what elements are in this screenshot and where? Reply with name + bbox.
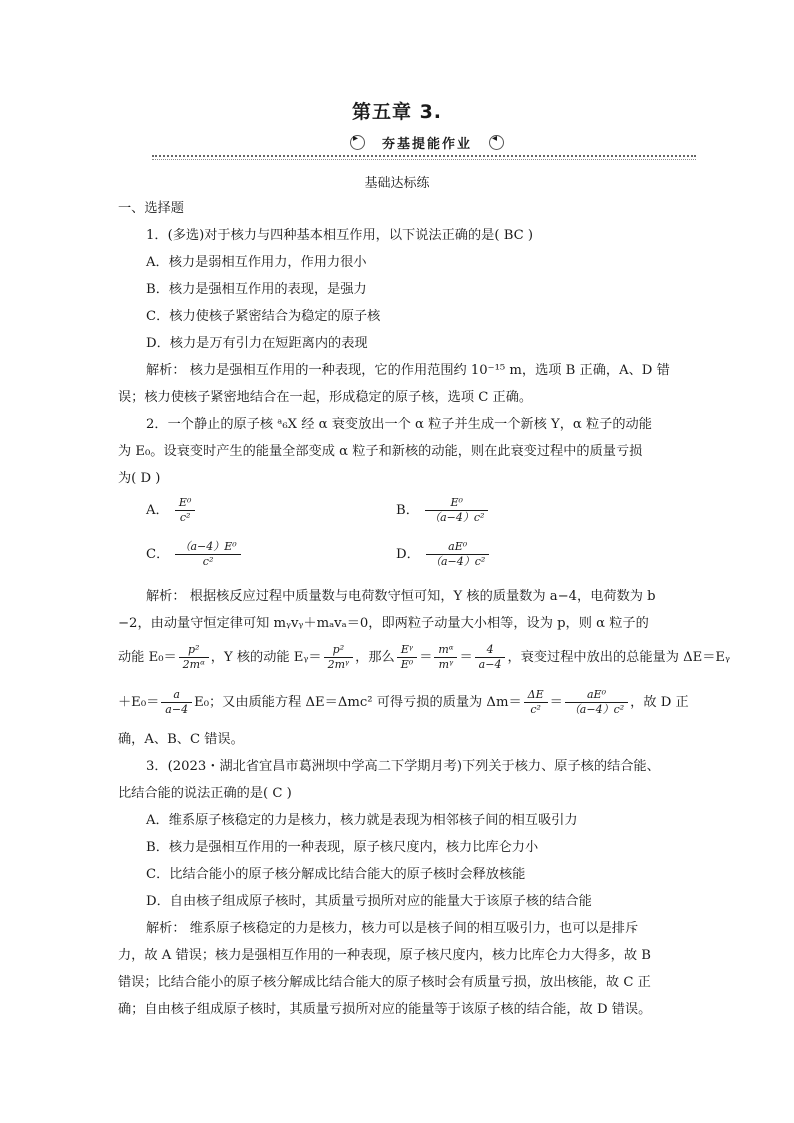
dotted-divider <box>152 155 696 157</box>
text-run: ＝ <box>419 650 433 665</box>
part-heading: 一、选择题 <box>118 201 184 216</box>
q3-answer-line3: 错误；比结合能小的原子核分解成比结合能大的原子核时会有质量亏损，放出核能，故 C 正 <box>118 975 651 990</box>
text-run: ＝ <box>549 695 563 710</box>
q2-stem-line3: 为( D ) <box>118 471 161 486</box>
text-run: ＋E₀＝ <box>118 695 160 710</box>
fraction-denominator: a−4 <box>165 703 189 716</box>
q1-option-d: D．核力是万有引力在短距离内的表现 <box>146 336 368 351</box>
q3-stem-line1: 3．(2023・湖北省宜昌市葛洲坝中学高二下学期月考)下列关于核力、原子核的结合能、 <box>146 759 660 774</box>
fraction-numerator: Eᵞ <box>397 643 417 658</box>
fraction-denominator: E⁰ <box>400 658 414 671</box>
q3-answer-line1: 解析： 维系原子核稳定的力是核力，核力可以是核子间的相互吸引力，也可以是排斥 <box>146 921 639 936</box>
fraction <box>324 643 354 672</box>
text-run: ，那么 <box>355 650 395 665</box>
q2-option-c-label: C． <box>146 547 170 562</box>
q1-option-a: A．核力是弱相互作用力，作用力很小 <box>146 255 367 270</box>
fraction <box>434 643 457 672</box>
fraction-numerator: 4 <box>475 643 506 658</box>
q2-answer-line2: −2，由动量守恒定律可知 mᵧvᵧ＋mₐvₐ＝0，即两粒子动量大小相等，设为 p，则 α 粒子的 <box>118 616 649 631</box>
q1-option-b: B．核力是强相互作用的表现，是强力 <box>146 282 367 297</box>
fraction-numerator: aE⁰ <box>426 540 489 555</box>
fraction <box>397 643 417 672</box>
fraction-denominator: mᵞ <box>438 658 454 671</box>
q3-option-d: D．自由核子组成原子核时，其质量亏损所对应的能量大于该原子核的结合能 <box>146 894 592 909</box>
play-left-icon: ◂ <box>489 135 504 150</box>
dotted-divider-thin <box>152 159 696 160</box>
q2-option-a <box>146 496 197 525</box>
fraction-numerator: p² <box>324 643 354 658</box>
fraction-denominator: a−4 <box>478 658 502 671</box>
q3-option-b: B．核力是强相互作用的一种表现，原子核尺度内，核力比库仑力小 <box>146 840 539 855</box>
q2-answer-line5: 确，A、B、C 错误。 <box>118 732 244 747</box>
q2-answer-line1: 解析： 根据核反应过程中质量数与电荷数守恒可知，Y 核的质量数为 a−4，电荷数为 b <box>146 589 656 604</box>
q3-answer-line2: 力，故 A 错误；核力是强相互作用的一种表现，原子核尺度内，核力比库仑力大得多，故 B <box>118 948 651 963</box>
q3-answer-line4: 确；自由核子组成原子核时，其质量亏损所对应的能量等于该原子核的结合能，故 D 错误。 <box>118 1002 652 1017</box>
text-run: E₀；又由质能方程 ΔE＝Δmc² 可得亏损的质量为 Δm＝ <box>194 695 522 710</box>
text-run: 动能 E₀＝ <box>118 650 177 665</box>
q2-stem-line1: 2．一个静止的原子核 ᵃ₆X 经 α 衰变放出一个 α 粒子并生成一个新核 Y，α 粒子的动能 <box>146 417 652 432</box>
q2-option-c-fraction <box>175 540 240 569</box>
fraction-numerator: （a−4）E⁰ <box>175 540 240 555</box>
q1-stem: 1．(多选)对于核力与四种基本相互作用，以下说法正确的是( BC ) <box>146 228 534 243</box>
fraction <box>475 643 506 672</box>
banner-label: 夯基提能作业 <box>381 137 472 152</box>
q2-option-a-fraction <box>175 496 195 525</box>
fraction-denominator: c² <box>202 555 214 568</box>
fraction-numerator: a <box>161 688 192 703</box>
fraction-denominator: （a−4）c² <box>429 511 485 524</box>
q2-option-c <box>146 540 243 569</box>
q2-answer-line3 <box>118 643 730 672</box>
q2-option-d-label: D． <box>396 547 420 562</box>
text-run: ，故 D 正 <box>630 695 689 710</box>
q2-option-b-label: B． <box>396 503 419 518</box>
text-run: ，Y 核的动能 Eᵧ＝ <box>210 650 322 665</box>
fraction-denominator: 2mᵞ <box>327 658 350 671</box>
q3-option-a: A．维系原子核稳定的力是核力，核力就是表现为相邻核子间的相互吸引力 <box>146 813 578 828</box>
fraction-numerator: E⁰ <box>425 496 488 511</box>
fraction-numerator: aE⁰ <box>565 688 628 703</box>
fraction <box>524 688 548 717</box>
fraction <box>161 688 192 717</box>
fraction-denominator: （a−4）c² <box>568 703 625 716</box>
text-run: ，衰变过程中放出的总能量为 ΔE＝Eᵧ <box>507 650 731 665</box>
chapter-title: 第五章 3. <box>351 101 443 123</box>
play-right-icon: ▸ <box>350 135 365 150</box>
q2-answer-line4 <box>118 688 689 717</box>
fraction-numerator: ΔE <box>524 688 548 703</box>
fraction <box>179 643 209 672</box>
q2-option-b-fraction <box>425 496 488 525</box>
q2-option-b <box>396 496 490 525</box>
q2-option-d <box>396 540 491 569</box>
q1-option-c: C．核力使核子紧密结合为稳定的原子核 <box>146 309 381 324</box>
q1-answer-line2: 误；核力使核子紧密地结合在一起，形成稳定的原子核，选项 C 正确。 <box>118 390 533 405</box>
q2-option-a-label: A． <box>146 503 169 518</box>
fraction-numerator: mᵅ <box>434 643 457 658</box>
fraction-denominator: c² <box>179 511 191 524</box>
q1-answer-line1: 解析： 核力是强相互作用的一种表现，它的作用范围约 10⁻¹⁵ m，选项 B 正确，A、D 错 <box>146 363 670 378</box>
text-run: ＝ <box>459 650 473 665</box>
q2-stem-line2: 为 E₀。设衰变时产生的能量全部变成 α 粒子和新核的动能，则在此衰变过程中的质量亏损 <box>118 444 643 459</box>
section-title: 基础达标练 <box>364 176 430 191</box>
fraction-denominator: 2mᵅ <box>182 658 205 671</box>
q3-stem-line2: 比结合能的说法正确的是( C ) <box>118 786 292 801</box>
fraction <box>565 688 628 717</box>
fraction-denominator: （a−4）c² <box>429 555 486 568</box>
q2-option-d-fraction <box>426 540 489 569</box>
fraction-denominator: c² <box>530 703 541 716</box>
fraction-numerator: p² <box>179 643 209 658</box>
q3-option-c: C．比结合能小的原子核分解成比结合能大的原子核时会释放核能 <box>146 867 526 882</box>
fraction-numerator: E⁰ <box>175 496 195 511</box>
exercise-banner <box>347 132 507 152</box>
